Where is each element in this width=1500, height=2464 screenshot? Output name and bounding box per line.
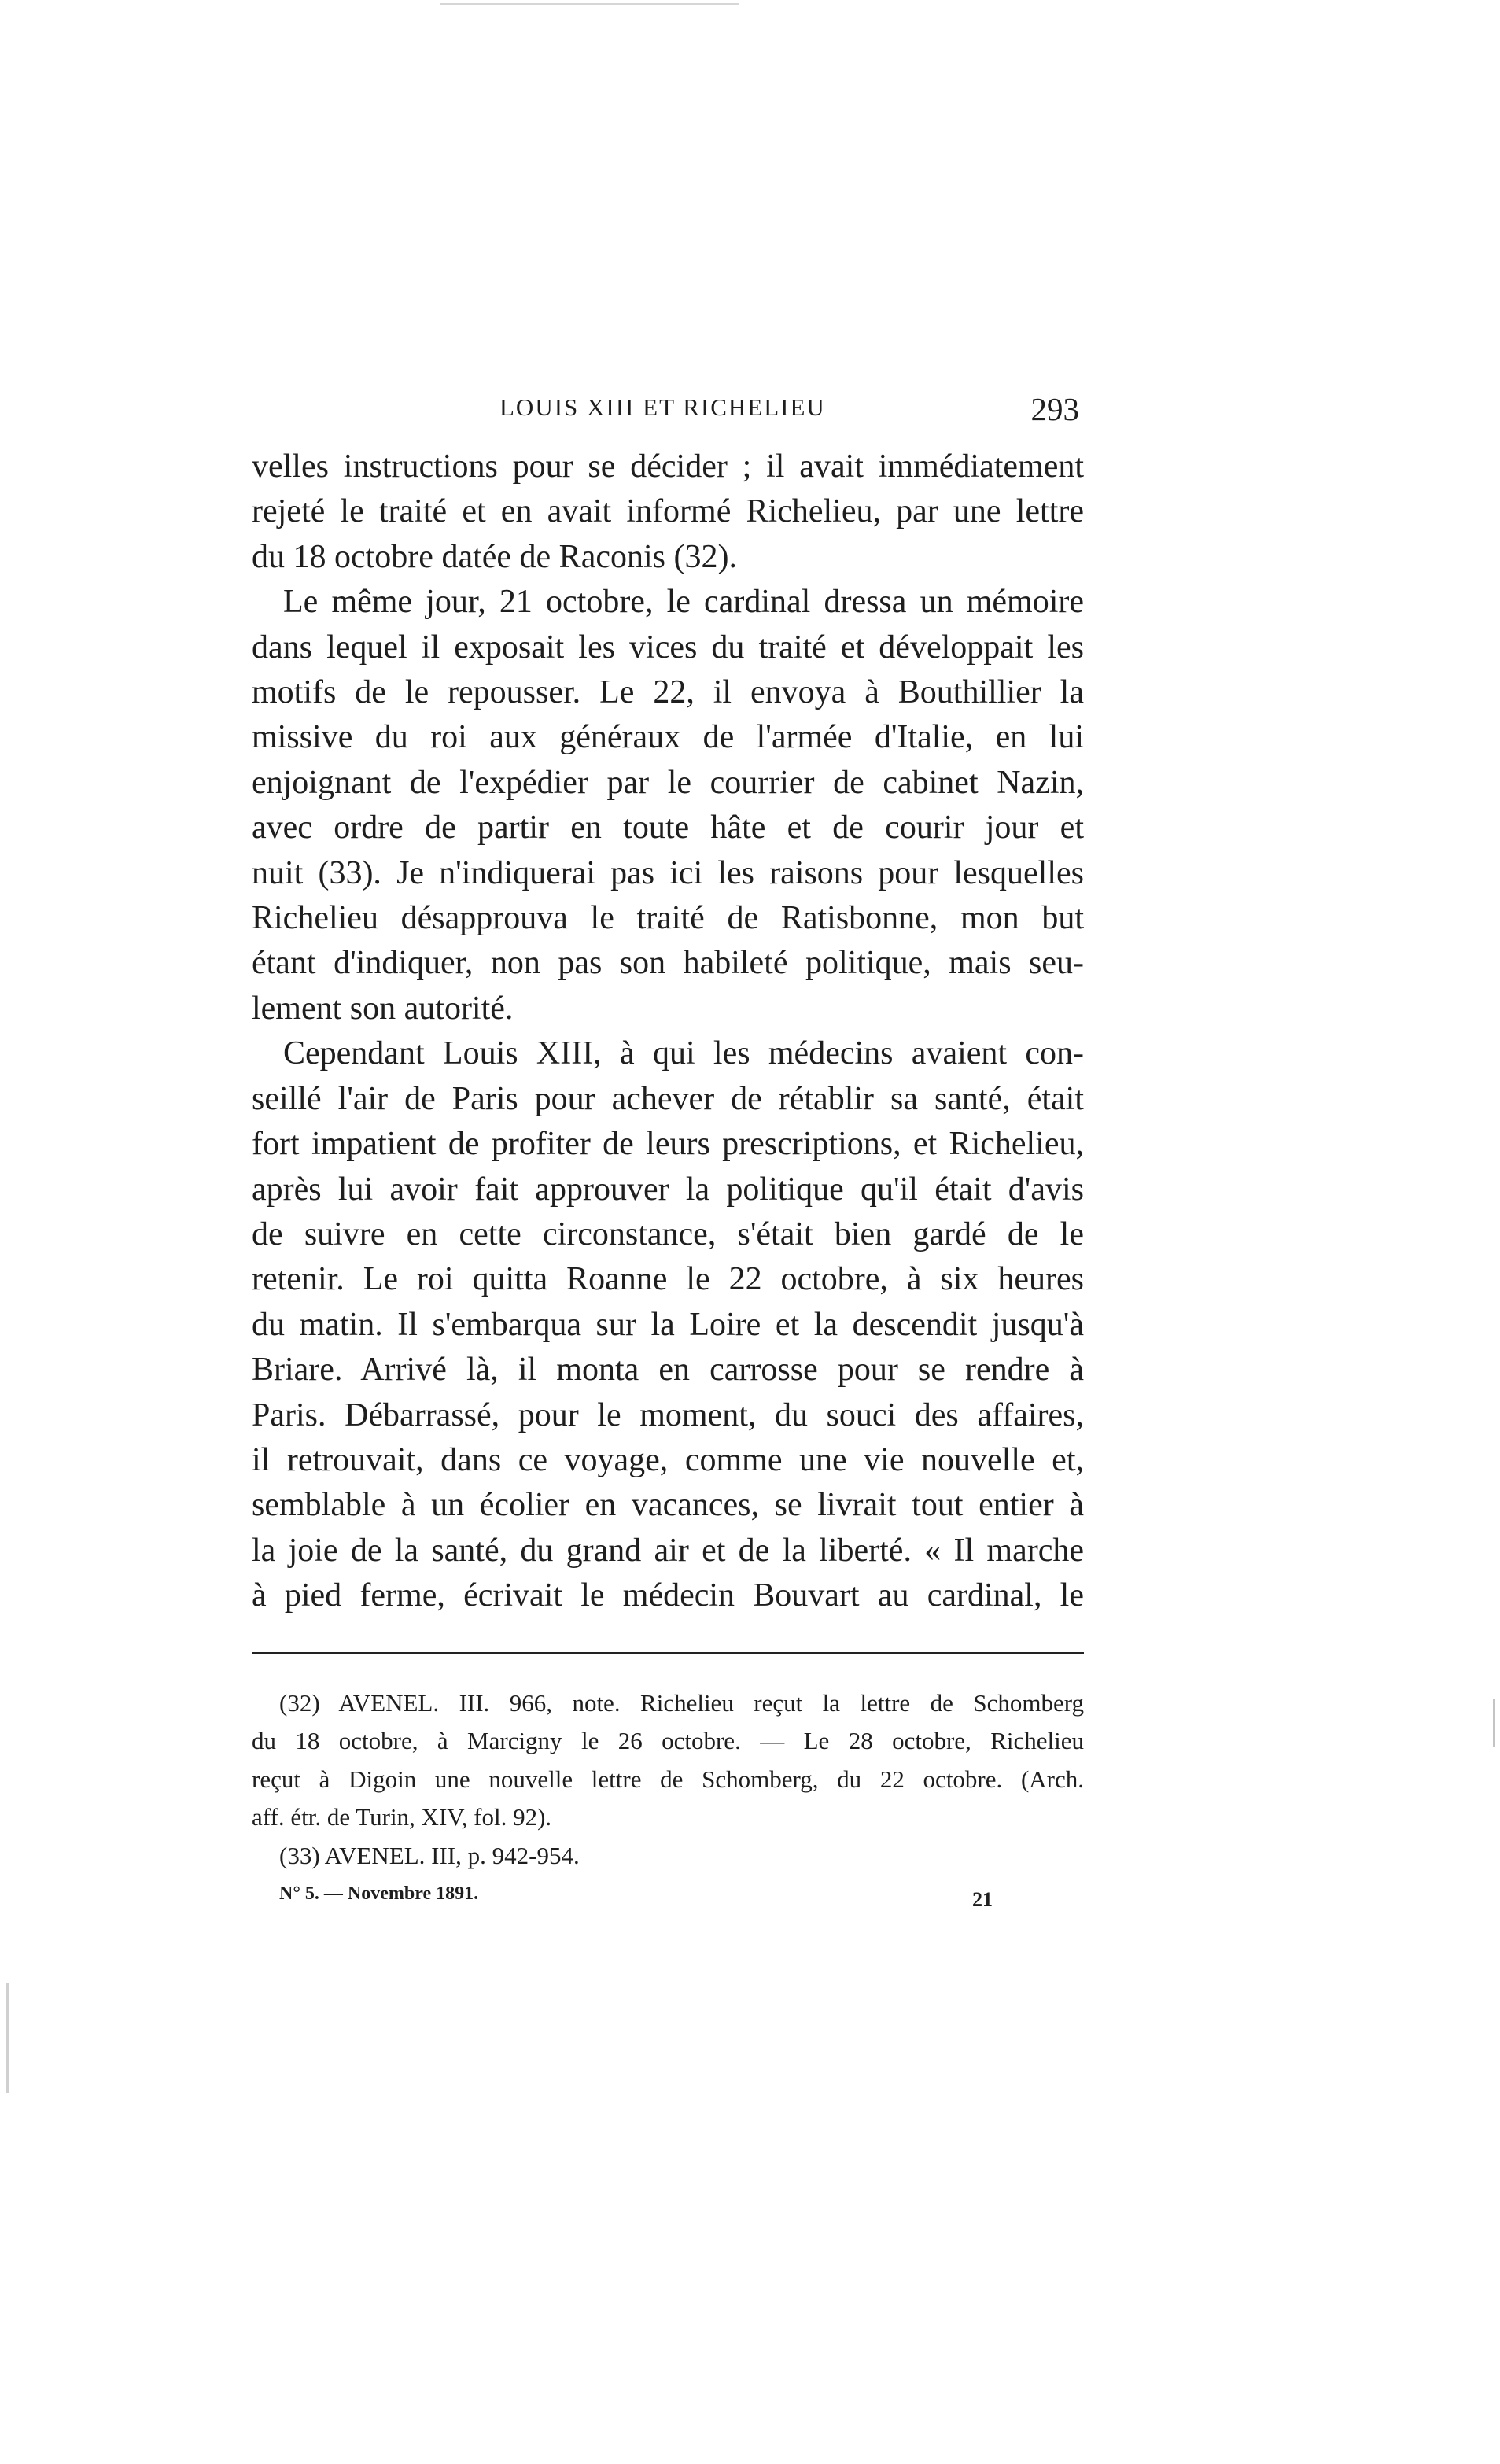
text-line: à pied ferme, écrivait le médecin Bouvart au cardinal, le	[252, 1577, 1084, 1614]
running-head-title: LOUIS XIII ET RICHELIEU	[499, 393, 826, 421]
book-page	[252, 370, 1084, 1918]
text-line: Le même jour, 21 octobre, le cardinal dressa un mémoire	[283, 584, 1084, 621]
text-line: Briare. Arrivé là, il monta en carrosse pour se rendre à	[252, 1352, 1084, 1389]
page-footer	[252, 1879, 1084, 1918]
text-line: fort impatient de profiter de leurs prescriptions, et Richelieu,	[252, 1126, 1084, 1163]
scan-edge-right	[1493, 1699, 1495, 1747]
page-number: 293	[1030, 391, 1079, 427]
scan-edge-top	[440, 3, 739, 5]
footnote-line: (33) AVENEL. III, p. 942-954.	[279, 1841, 580, 1869]
text-line: de suivre en cette circonstance, s'était bien gardé de le	[252, 1215, 1084, 1252]
scan-edge-left	[6, 1983, 9, 2093]
footnote-line: reçut à Digoin une nouvelle lettre de Schomberg, du 22 octobre. (Arch.	[252, 1765, 1084, 1793]
text-line: Richelieu désapprouva le traité de Ratisbonne, mon but	[252, 900, 1084, 937]
footnote-line: aff. étr. de Turin, XIV, fol. 92).	[252, 1803, 552, 1831]
text-line: étant d'indiquer, non pas son habileté politique, mais seu-	[252, 945, 1084, 982]
footnote-rule	[252, 1652, 1084, 1654]
text-line: missive du roi aux généraux de l'armée d'Italie, en lui	[252, 719, 1084, 756]
body-text	[252, 444, 1084, 1619]
text-line: dans lequel il exposait les vices du traité et développait les	[252, 629, 1084, 666]
text-line: rejeté le traité et en avait informé Richelieu, par une lettre	[252, 493, 1084, 530]
text-line: seillé l'air de Paris pour achever de rétablir sa santé, était	[252, 1080, 1084, 1117]
signature-mark: 21	[972, 1887, 993, 1911]
text-line: avec ordre de partir en toute hâte et de courir jour et	[252, 810, 1084, 847]
text-line: enjoignant de l'expédier par le courrier de cabinet Nazin,	[252, 764, 1084, 801]
text-line: motifs de le repousser. Le 22, il envoya à Bouthillier la	[252, 674, 1084, 711]
footnote-line: du 18 octobre, à Marcigny le 26 octobre. — Le 28 octobre, Richelieu	[252, 1727, 1084, 1755]
text-line: du 18 octobre datée de Raconis (32).	[252, 538, 737, 575]
text-line: velles instructions pour se décider ; il avait immédiatement	[252, 448, 1084, 485]
text-line: du matin. Il s'embarqua sur la Loire et la descendit jusqu'à	[252, 1306, 1084, 1343]
text-line: semblable à un écolier en vacances, se livrait tout entier à	[252, 1487, 1084, 1524]
text-line: retenir. Le roi quitta Roanne le 22 octobre, à six heures	[252, 1261, 1084, 1298]
text-line: nuit (33). Je n'indiquerai pas ici les raisons pour lesquelles	[252, 854, 1084, 891]
footnotes	[252, 1684, 1084, 1876]
footnote-line: (32) AVENEL. III. 966, note. Richelieu reçut la lettre de Schomberg	[279, 1688, 1084, 1717]
text-line: Paris. Débarrassé, pour le moment, du souci des affaires,	[252, 1396, 1084, 1433]
issue-line: N° 5. — Novembre 1891.	[279, 1883, 479, 1904]
text-line: Cependant Louis XIII, à qui les médecins avaient con-	[283, 1035, 1084, 1072]
running-head	[252, 370, 1084, 444]
text-line: lement son autorité.	[252, 990, 514, 1027]
text-line: après lui avoir fait approuver la politique qu'il était d'avis	[252, 1171, 1084, 1208]
text-line: il retrouvait, dans ce voyage, comme une vie nouvelle et,	[252, 1441, 1084, 1478]
text-line: la joie de la santé, du grand air et de la liberté. « Il marche	[252, 1532, 1084, 1569]
